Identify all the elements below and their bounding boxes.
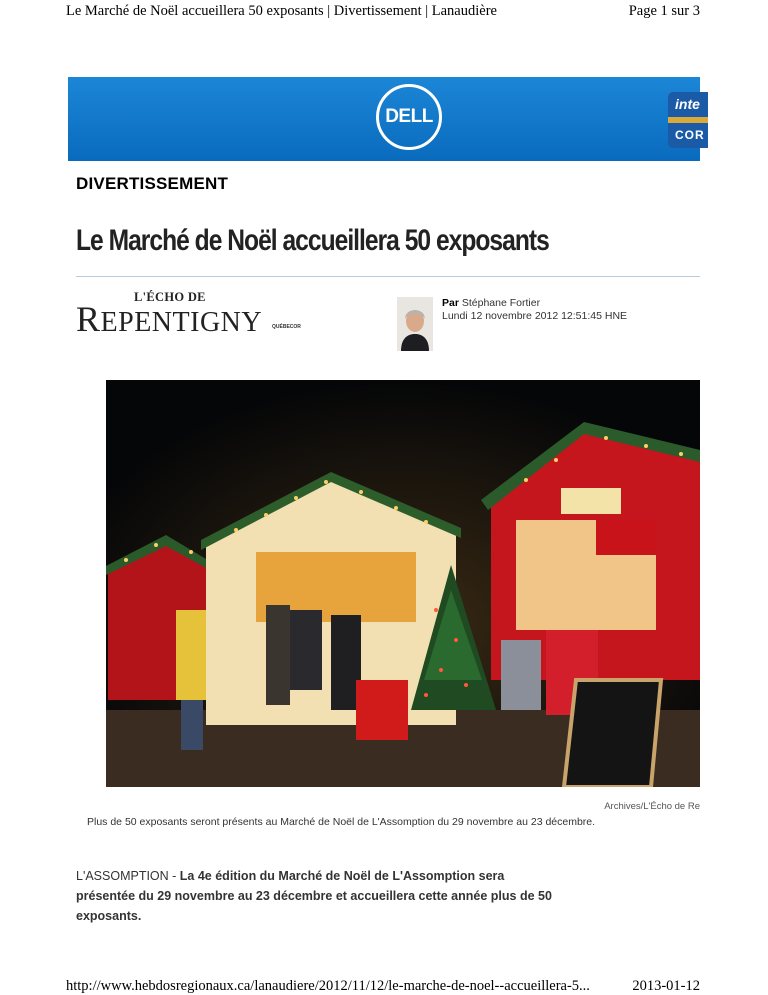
christmas-market-photo (106, 380, 700, 787)
photo-credit: Archives/L'Écho de Re (604, 801, 700, 812)
author-photo-image (397, 297, 433, 351)
article-headline: Le Marché de Noël accueillera 50 exposants (76, 224, 549, 257)
dell-logo[interactable] (376, 84, 442, 150)
print-date: 2013-01-12 (632, 978, 700, 994)
article-byline (442, 297, 627, 323)
intel-badge-icon[interactable] (668, 92, 708, 148)
author-name[interactable]: Stéphane Fortier (461, 297, 541, 309)
section-label[interactable]: DIVERTISSEMENT (76, 174, 229, 193)
intel-badge-core: COR (675, 128, 705, 142)
print-url: http://www.hebdosregionaux.ca/lanaudiere/2012/11/12/le-marche-de-noel--accueillera-5... (66, 978, 590, 994)
print-header (0, 0, 768, 24)
article-datetime: Lundi 12 novembre 2012 12:51:45 HNE (442, 310, 628, 322)
intel-badge-band (668, 117, 708, 123)
headline-divider (76, 276, 700, 277)
article-lead (76, 866, 556, 926)
publication-logo[interactable] (76, 290, 316, 338)
publication-logo-rest: EPENTIGNY (100, 307, 263, 338)
publication-logo-small: L'ÉCHO DE (134, 290, 206, 304)
lead-dateline: L'ASSOMPTION - (76, 869, 180, 883)
byline-prefix: Par (442, 297, 459, 309)
lead-text: La 4e édition du Marché de Noël de L'Assomption sera présentée du 29 novembre au 23 décembre et accueillera cette année plus de 50 exposants. (76, 869, 552, 923)
quebecor-tag: QUÉBECOR (272, 324, 301, 330)
print-page-number: Page 1 sur 3 (628, 3, 700, 19)
photo-caption: Plus de 50 exposants seront présents au Marché de Noël de L'Assomption du 29 novembre au 23 décembre. (87, 816, 596, 828)
author-photo (397, 297, 433, 351)
intel-badge-text: inte (675, 96, 700, 112)
publication-logo-initial: R (76, 299, 101, 339)
print-page-title: Le Marché de Noël accueillera 50 exposants | Divertissement | Lanaudière (66, 3, 497, 19)
dell-logo-text: DELL (385, 106, 433, 127)
article-photo[interactable] (106, 380, 700, 787)
publication-logo-name (76, 298, 262, 340)
